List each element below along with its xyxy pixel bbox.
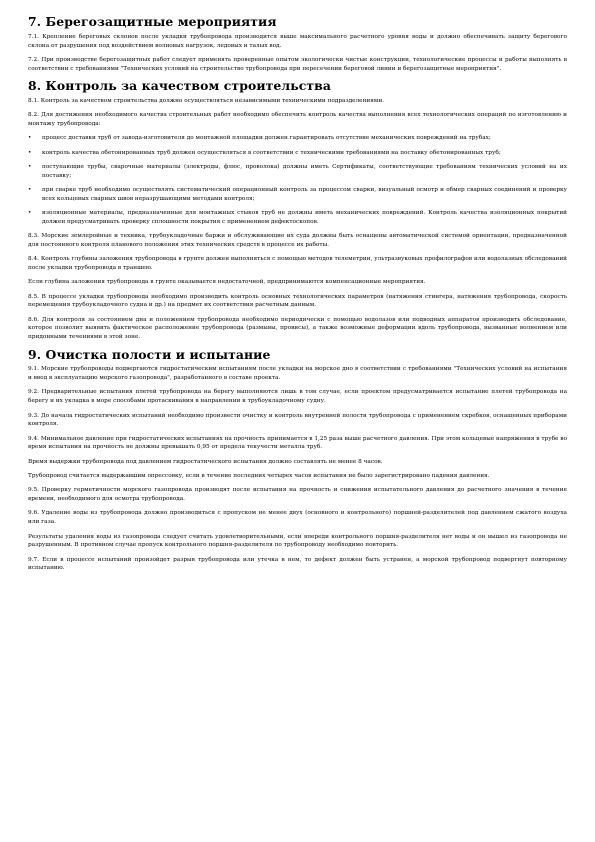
paragraph-9-2: 9.2. Предварительные испытания плетей трубопровода на берегу выполняются лишь в том случае, если проектом предусматривается испытание плетей трубопровода на берегу и их укладка в море способами протаскивания в направлении к трубоукладочному судну.	[28, 389, 567, 405]
bullet-text: при сварке труб необходимо осуществлять систематический операционный контроль за процессом сварки, визуальный осмотр и обмер сварных соединений и проверку всех кольцевых сварных швов неразрушающими методами контроля;	[42, 187, 567, 202]
paragraph-8-2: 8.2. Для достижения необходимого качества строительных работ необходимо обеспечить контроль качества выполнения всех технологических операций по изготовлению и монтажу трубопровода:	[28, 112, 567, 127]
paragraph-7-2: 7.2. При производстве берегозащитных работ следует применять проверенные опытом экологически чистые конструкции, технологические процессы и работы выполнять в соответствии с требованиями "Технических условий на строительство трубопровода при пересечении береговой линии и берегозащитные мероприятия".	[28, 56, 567, 72]
paragraph-9-4: 9.4. Минимальное давление при гидростатических испытаниях на прочность принимается в 1,25 раза выше расчетного давления. При этом кольцевые напряжения в трубе во время испытания на прочность не должны превышать 0,95 от предела текучести металла труб.	[28, 435, 567, 451]
bullet-icon: •	[28, 187, 32, 194]
section-7	[28, 15, 567, 73]
paragraph-8-1: 8.1. Контроль за качеством строительства должно осуществляться независимыми техническими подразделениями.	[28, 97, 385, 104]
section-8	[28, 79, 567, 342]
paragraph-9-7: 9.7. Если в процессе испытаний произойдет разрыв трубопровода или утечка в нем, то дефект должен быть устранен, а морской трубопровод подвергнут повторному испытанию.	[28, 556, 567, 572]
bullet-text: изоляционные материалы, предназначенные для монтажных стыков труб не должны иметь механических повреждений. Контроль качества изоляционных покрытий должен предусматривать проверку сплошности покрытия с применением дефектоскопов.	[42, 210, 567, 225]
bullet-text: контроль качества обетонированных труб должен осуществляться в соответствии с техническими требованиями на поставку обетонированных труб;	[42, 149, 501, 156]
paragraph-8-3: 8.3. Морские землеройные и техника, трубоукладочные баржи и обслуживающие их суда должны быть оснащены автоматической системой ориентации, предназначенной для постоянного контроля планового положения этих технических средств в процессе их работы.	[28, 233, 567, 248]
paragraph-9-1: 9.1. Морские трубопроводы подвергаются гидростатическим испытаниям после укладки на морское дно в соответствии с требованиями "Технических условий на испытания и ввод в эксплуатацию морского газопровода", разработанного в составе проекта.	[28, 366, 567, 382]
paragraph-7-1: 7.1. Крепление береговых склонов после укладки трубопровода производится выше максимального расчетного уровня воды и должно обеспечивать защиту берегового склона от разрушения под воздействием волновых нагрузок, ледовых и талых вод.	[28, 33, 567, 49]
bullet-item	[28, 134, 567, 143]
bullet-text: процесс доставки труб от завода-изготовителя до монтажной площадки должен гарантировать отсутствие механических повреждений на трубах;	[42, 135, 491, 142]
paragraph-8-4: 8.4. Контроль глубины заложения трубопровода в грунте должен выполняться с помощью методов телеметрии, ультразвуковых профилографов или водолазных обследований после укладки трубопровода в траншею.	[28, 256, 567, 271]
paragraph-9-5: 9.5. Проверку герметичности морского газопровода производят после испытания на прочность и снижения испытательного давления до расчетного значения в течение времени, необходимого для осмотра трубопровода.	[28, 487, 567, 503]
paragraph-9-4-hold: Время выдержки трубопровода под давлением гидростатического испытания должно составлять не менее 8 часов.	[28, 458, 383, 465]
bullet-item	[28, 163, 567, 180]
bullet-item	[28, 149, 567, 158]
bullet-icon: •	[28, 135, 32, 142]
section-8-heading: 8. Контроль за качеством строительства	[28, 77, 331, 93]
section-7-heading: 7. Берегозащитные мероприятия	[28, 14, 277, 29]
bullet-text: поступающие трубы, сварочные материалы (электроды, флюс, проволока) должны иметь Сертификаты, соответствующие требованиям технических условий на их поставку;	[42, 164, 567, 179]
paragraph-8-5: 8.5. В процессе укладки трубопровода необходимо производить контроль основных технологических параметров (натяжения стингера, натяжения трубопровода, скорость перемещения трубоукладочного судна и др.) на предмет их соответствия расчетным данным.	[28, 293, 567, 309]
section-9	[28, 348, 567, 573]
paragraph-8-4-note: Если глубина заложения трубопровода в грунте оказывается недостаточной, предпринимаются компенсационные мероприятия.	[28, 279, 426, 286]
bullet-item	[28, 209, 567, 226]
paragraph-9-3: 9.3. До начала гидростатических испытаний необходимо произвести очистку и контроль внутренней полости трубопровода с применением скребков, оснащенных приборами контроля.	[28, 412, 567, 428]
bullet-icon: •	[28, 210, 32, 217]
section-9-heading: 9. Очистка полости и испытание	[28, 346, 271, 362]
paragraph-8-6: 8.6. Для контроля за состоянием дна и положением трубопровода необходимо периодически с помощью водолазов или подводных аппаратов производить обследование, которое позволит выявить фактическое расположение трубопровода (размывы, провисы), а также возможные деформации вдоль трубопровода, вызванные волнением или придонными течениями в этой зоне.	[28, 316, 567, 341]
bullet-icon: •	[28, 164, 32, 171]
bullet-item	[28, 186, 567, 203]
paragraph-9-6: 9.6. Удаление воды из трубопровода должно производиться с пропуском не менее двух (основного и контрольного) поршней-разделителей под давлением сжатого воздуха или газа.	[28, 510, 567, 526]
bullet-icon: •	[28, 149, 32, 156]
paragraph-9-6-result: Результаты удаления воды из газопровода следует считать удовлетворительными, если впереди контрольного поршня-разделителя нет воды и он вышел из газопровода не разрушенным. В противном случае пропуск контрольного поршня-разделителя по трубопроводу необходимо повторить.	[28, 533, 567, 549]
paragraph-9-4-result: Трубопровод считается выдержавшим опрессовку, если в течение последних четырех часов испытания не было зарегистрировано падения давления.	[28, 473, 490, 480]
